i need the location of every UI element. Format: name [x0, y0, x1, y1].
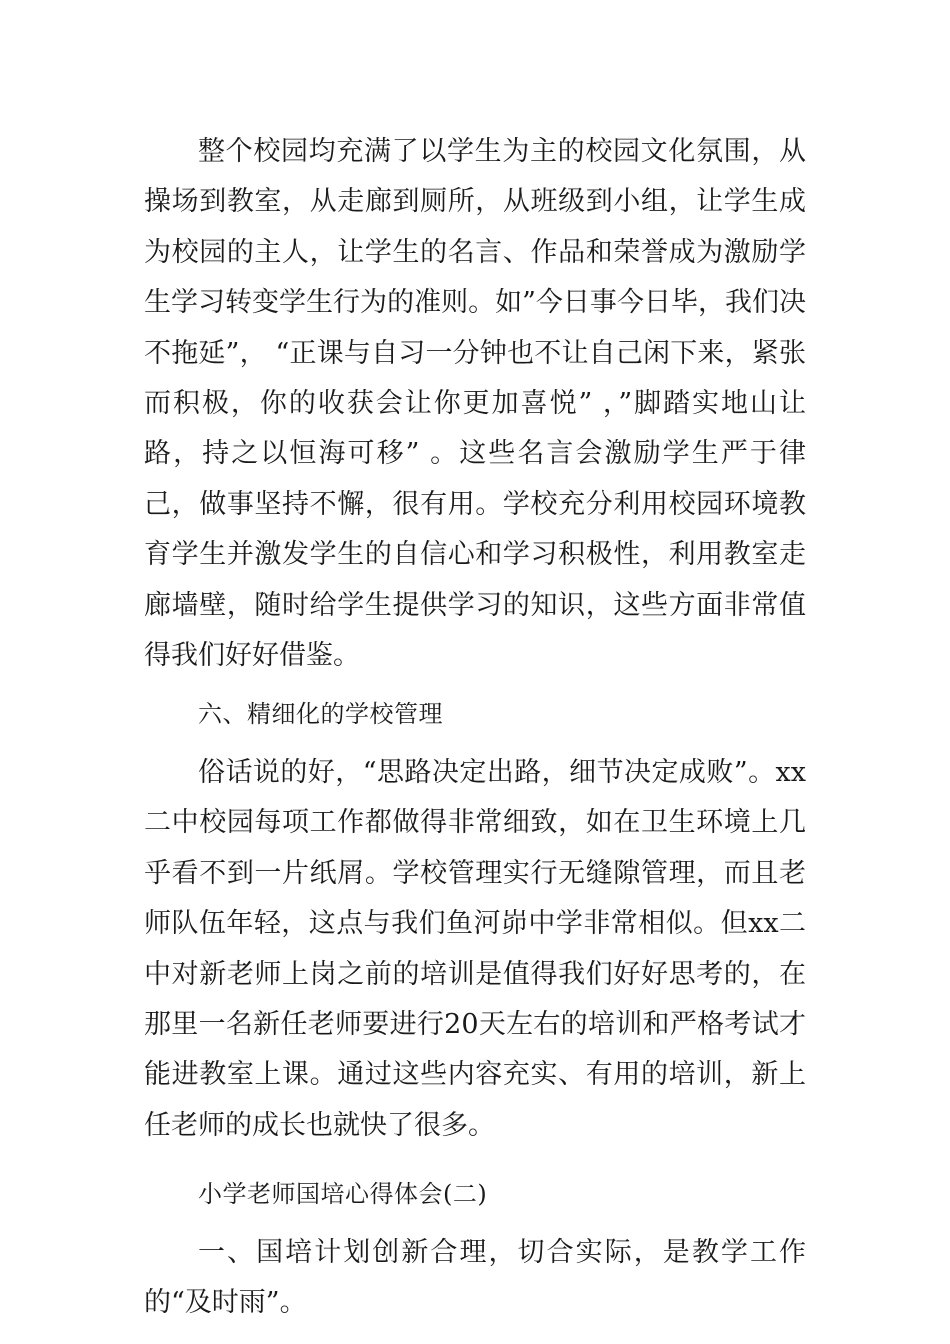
paragraph-national-training: 一、国培计划创新合理，切合实际，是教学工作的“及时雨”。 — [144, 1236, 806, 1318]
section-heading-management: 六、精细化的学校管理 — [198, 700, 443, 729]
document-body — [144, 127, 806, 1328]
paragraph-management-details: 俗话说的好，“思路决定出路，细节决定成败”。xx二中校园每项工作都做得非常细致，如在卫生环境上几乎看不到一片纸屑。学校管理实行无缝隙管理，而且老师队伍年轻，这点与我们鱼河峁中学非常相似。但xx二中对新老师上岗之前的培训是值得我们好好思考的，在那里一名新任老师要进行20天左右的培训和严格考试才能进教室上课。通过这些内容充实、有用的培训，新上任老师的成长也就快了很多。 — [144, 756, 806, 1141]
paragraph-campus-culture: 整个校园均充满了以学生为主的校园文化氛围，从操场到教室，从走廊到厕所，从班级到小组，让学生成为校园的主人，让学生的名言、作品和荣誉成为激励学生学习转变学生行为的准则。如”今日事今日毕，我们决不拖延”， “正课与自习一分钟也不让自己闲下来，紧张而积极，你的收获会让你更加喜悦” ，”脚踏实地山让路，持之以恒海可移” 。这些名言会激励学生严于律己，做事坚持不懈，很有用。学校充分利用校园环境教育学生并激发学生的自信心和学习积极性，利用教室走廊墙壁，随时给学生提供学习的知识，这些方面非常值得我们好好借鉴。 — [144, 136, 806, 672]
article-title-part-two: 小学老师国培心得体会(二) — [198, 1180, 488, 1209]
